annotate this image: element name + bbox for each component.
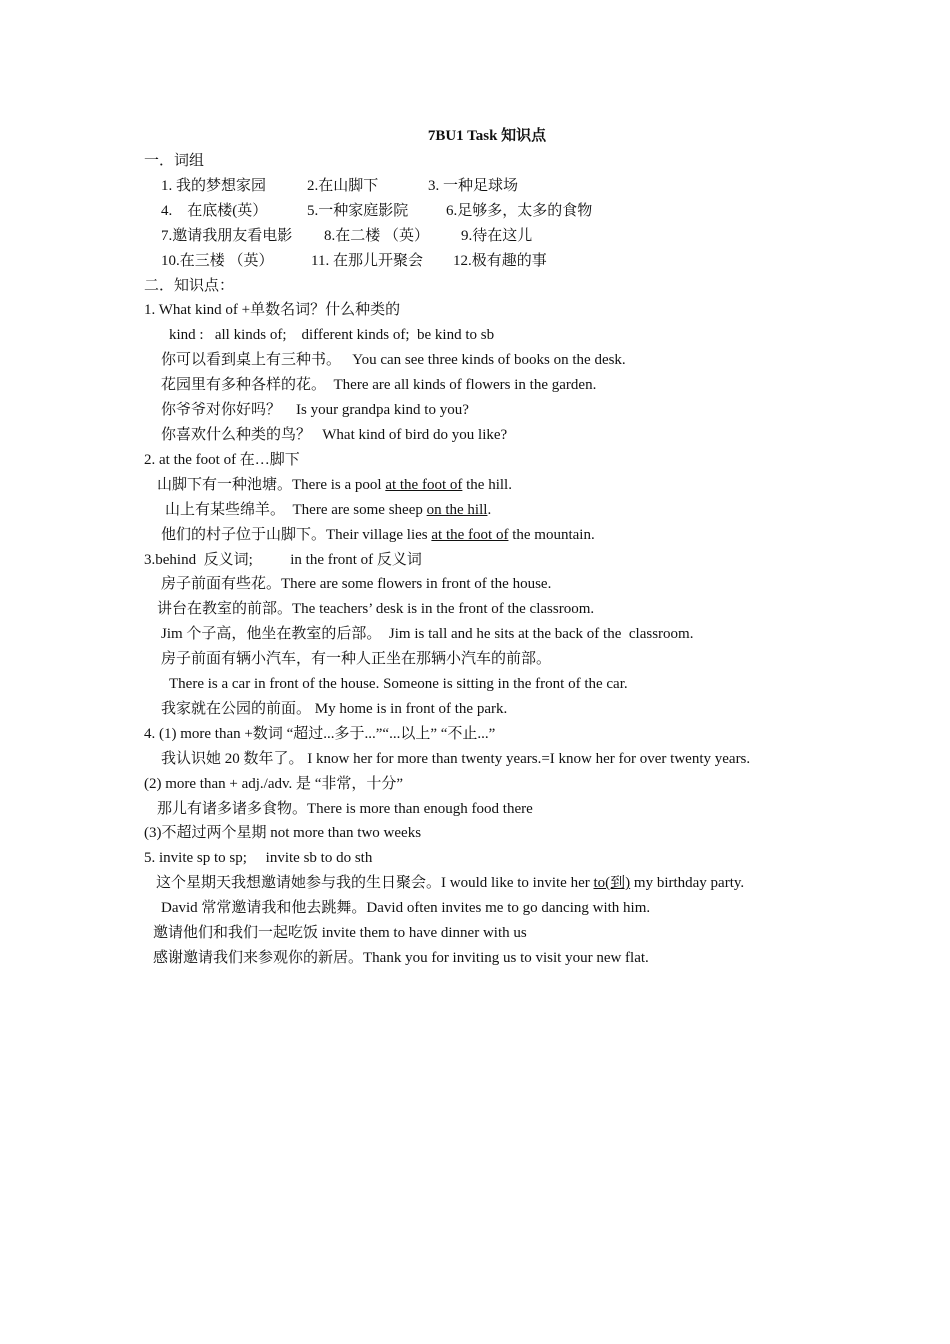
phrase-item: 7.邀请我朋友看电影: [161, 227, 293, 244]
point-4-sub-2: (2) more than + adj./adv. 是 “非常，十分”: [144, 775, 404, 792]
phrase-item: 6.足够多，太多的食物: [446, 202, 593, 219]
phrase-item: 1. 我的梦想家园: [161, 177, 267, 194]
example-sentence: 你喜欢什么种类的鸟？ What kind of bird do you like?: [161, 426, 508, 443]
point-2-title: 2. at the foot of 在…脚下: [144, 451, 300, 468]
point-1-title: 1. What kind of +单数名词？什么种类的: [144, 302, 401, 319]
phrase-item: 12.极有趣的事: [453, 252, 547, 269]
sentence-text: the mountain.: [508, 526, 595, 543]
example-sentence: [144, 523, 806, 548]
phrase-row: [144, 199, 806, 224]
example-sentence: There is a car in front of the house. Someone is sitting in the front of the car.: [169, 676, 628, 693]
document-title: 7BU1 Task 知识点: [427, 128, 547, 144]
phrase-row: [144, 224, 806, 249]
point-1-usage: kind : all kinds of; different kinds of; be kind to sb: [169, 327, 495, 344]
example-sentence: 房子前面有辆小汽车，有一种人正坐在那辆小汽车的前部。: [161, 651, 552, 668]
phrase-row: [144, 249, 806, 274]
example-sentence: Jim 个子高，他坐在教室的后部。 Jim is tall and he sits at the back of the classroom.: [161, 626, 694, 643]
example-sentence: [144, 473, 806, 498]
point-5-title: 5. invite sp to sp; invite sb to do sth: [144, 850, 373, 867]
phrase-item: 2.在山脚下: [307, 177, 379, 194]
phrase-item: 9.待在这儿: [461, 227, 533, 244]
phrase-item: 5.一种家庭影院: [307, 202, 409, 219]
example-sentence: 邀请他们和我们一起吃饭 invite them to have dinner with us: [153, 925, 527, 942]
example-sentence: [144, 498, 806, 523]
sentence-text: 这个星期天我想邀请她参与我的生日聚会。I would like to invite her: [156, 875, 594, 892]
example-sentence: [144, 871, 806, 896]
sentence-text: my birthday party.: [630, 875, 745, 892]
sentence-text: the hill.: [462, 476, 512, 493]
point-3-title: 3.behind 反义词; in the front of 反义词: [144, 551, 422, 568]
phrase-row: [144, 174, 806, 199]
phrase-item: 8.在二楼 （英）: [324, 227, 430, 244]
underlined-phrase: on the hill: [426, 501, 488, 518]
section-heading-points: 二．知识点：: [144, 277, 235, 294]
sentence-text: .: [487, 501, 492, 518]
example-sentence: David 常常邀请我和他去跳舞。David often invites me to go dancing with him.: [161, 900, 651, 917]
phrase-item: 11. 在那儿开聚会: [311, 252, 423, 269]
example-sentence: 感谢邀请我们来参观你的新居。Thank you for inviting us to visit your new flat.: [153, 950, 649, 966]
example-sentence: 讲台在教室的前部。The teachers’ desk is in the front of the classroom.: [157, 601, 595, 618]
phrase-item: 3. 一种足球场: [428, 177, 519, 194]
underlined-phrase: at the foot of: [431, 526, 509, 543]
example-sentence: 房子前面有些花。There are some flowers in front of the house.: [161, 576, 552, 593]
example-sentence: 你爷爷对你好吗？ Is your grandpa kind to you?: [161, 402, 469, 419]
sentence-text: 山上有某些绵羊。 There are some sheep: [165, 501, 427, 518]
sentence-text: 山脚下有一种池塘。There is a pool: [157, 476, 386, 493]
underlined-phrase: to(到): [593, 875, 631, 892]
point-4-sub-3: (3)不超过两个星期 not more than two weeks: [144, 825, 422, 842]
sentence-text: 他们的村子位于山脚下。Their village lies: [161, 526, 432, 543]
example-sentence: 你可以看到桌上有三种书。 You can see three kinds of books on the desk.: [161, 352, 626, 369]
example-sentence: 那儿有诸多诸多食物。There is more than enough food there: [157, 800, 533, 817]
phrase-item: 4. 在底楼(英）: [161, 202, 268, 219]
example-sentence: 我认识她 20 数年了。 I know her for more than twenty years.=I know her for over twenty years.: [161, 750, 751, 767]
phrase-item: 10.在三楼 （英）: [161, 252, 274, 269]
point-4-title: 4. (1) more than +数词 “超过...多于...”“...以上” “不止...”: [144, 725, 496, 742]
example-sentence: 花园里有多种各样的花。 There are all kinds of flowers in the garden.: [161, 377, 597, 394]
underlined-phrase: at the foot of: [385, 476, 463, 493]
example-sentence: 我家就在公园的前面。 My home is in front of the park.: [161, 700, 508, 717]
section-heading-phrases: 一．词组: [144, 153, 205, 169]
